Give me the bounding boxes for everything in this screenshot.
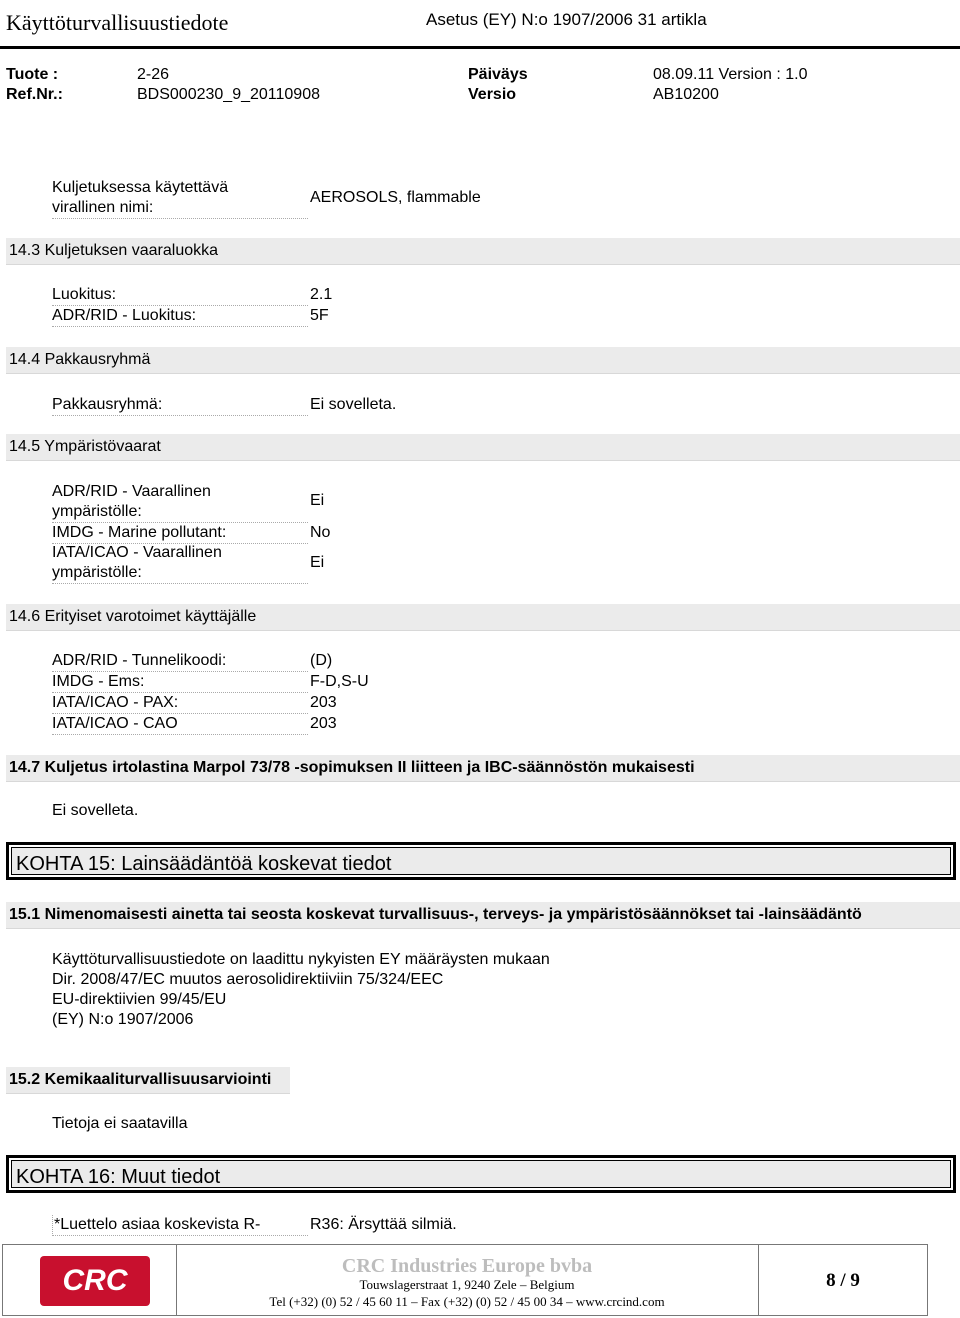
iata-env-hazard-label-line1: IATA/ICAO - Vaarallinen bbox=[52, 544, 222, 561]
section-14-5-title: 14.5 Ympäristövaarat bbox=[9, 438, 161, 455]
section-15-2-text: Tietoja ei saatavilla bbox=[52, 1115, 188, 1132]
section-15-2-title: 15.2 Kemikaaliturvallisuusarviointi bbox=[9, 1071, 272, 1088]
crc-logo bbox=[40, 1256, 150, 1306]
regulation-line: (EY) N:o 1907/2006 bbox=[52, 1011, 194, 1028]
iata-env-hazard-value: Ei bbox=[310, 554, 325, 571]
packing-group-label: Pakkausryhmä: bbox=[52, 395, 308, 416]
r-phrases-label: *Luettelo asiaa koskevista R- bbox=[52, 1215, 308, 1236]
iata-pax-value: 203 bbox=[310, 694, 337, 711]
regulation-line: Käyttöturvallisuustiedote on laadittu nykyisten EY määräysten mukaan bbox=[52, 951, 550, 968]
tunnel-code-value: (D) bbox=[310, 652, 333, 669]
iata-cao-value: 203 bbox=[310, 715, 337, 732]
adr-env-hazard-value: Ei bbox=[310, 492, 325, 509]
adr-env-hazard-label-line1: ADR/RID - Vaarallinen bbox=[52, 483, 211, 500]
footer-address: Touwslagerstraat 1, 9240 Zele – Belgium bbox=[359, 1277, 575, 1292]
section-14-4-header bbox=[6, 347, 960, 374]
version-label: Versio bbox=[468, 86, 517, 103]
iata-env-hazard-label-line2: ympäristölle: bbox=[52, 564, 142, 581]
ref-label: Ref.Nr.: bbox=[6, 86, 63, 103]
section-15-2-header bbox=[6, 1067, 290, 1094]
section-16-heading: KOHTA 16: Muut tiedot bbox=[16, 1166, 221, 1188]
ref-value: BDS000230_9_20110908 bbox=[137, 86, 320, 103]
adr-classification-label: ADR/RID - Luokitus: bbox=[52, 306, 308, 327]
page-number: 8 / 9 bbox=[826, 1270, 860, 1291]
section-15-1-text bbox=[52, 950, 550, 1030]
date-value: 08.09.11 Version : 1.0 bbox=[653, 66, 808, 83]
section-15-heading-inner bbox=[11, 847, 951, 875]
section-14-3-header bbox=[6, 238, 960, 265]
section-16-heading-box bbox=[6, 1155, 956, 1193]
classification-value: 2.1 bbox=[310, 286, 333, 303]
footer-contact: Tel (+32) (0) 52 / 45 60 11 – Fax (+32) (0) 52 / 45 00 34 – www.crcind.com bbox=[269, 1294, 665, 1309]
imdg-marine-pollutant-label: IMDG - Marine pollutant: bbox=[52, 523, 308, 544]
imdg-ems-label: IMDG - Ems: bbox=[52, 672, 308, 693]
section-15-1-header bbox=[6, 902, 960, 929]
section-14-4-title: 14.4 Pakkausryhmä bbox=[9, 351, 151, 368]
shipping-name-label-line1: Kuljetuksessa käytettävä bbox=[52, 179, 229, 196]
adr-env-hazard-label bbox=[52, 482, 308, 523]
shipping-name-label-line2: virallinen nimi: bbox=[52, 199, 154, 216]
crc-logo-text: CRC bbox=[62, 1264, 128, 1297]
tunnel-code-label: ADR/RID - Tunnelikoodi: bbox=[52, 651, 308, 672]
section-14-6-title: 14.6 Erityiset varotoimet käyttäjälle bbox=[9, 608, 257, 625]
date-label: Päiväys bbox=[468, 66, 528, 83]
regulation-reference: Asetus (EY) N:o 1907/2006 31 artikla bbox=[426, 10, 707, 29]
section-14-6-header bbox=[6, 604, 960, 631]
section-14-7-header bbox=[6, 755, 960, 782]
regulation-line: Dir. 2008/47/EC muutos aerosolidirektiiviin 75/324/EEC bbox=[52, 971, 444, 988]
section-15-heading-box bbox=[6, 842, 956, 880]
imdg-marine-pollutant-value: No bbox=[310, 524, 331, 541]
regulation-line: EU-direktiivien 99/45/EU bbox=[52, 991, 227, 1008]
section-14-7-text: Ei sovelleta. bbox=[52, 802, 139, 819]
section-16-heading-inner bbox=[11, 1160, 951, 1188]
product-value: 2-26 bbox=[137, 66, 170, 83]
adr-classification-value: 5F bbox=[310, 307, 329, 324]
section-14-3-title: 14.3 Kuljetuksen vaaraluokka bbox=[9, 242, 219, 259]
version-value: AB10200 bbox=[653, 86, 719, 103]
iata-env-hazard-label bbox=[52, 543, 308, 584]
packing-group-value: Ei sovelleta. bbox=[310, 396, 397, 413]
imdg-ems-value: F-D,S-U bbox=[310, 673, 369, 690]
section-15-heading: KOHTA 15: Lainsäädäntöä koskevat tiedot bbox=[16, 853, 392, 875]
footer-company: CRC Industries Europe bvba bbox=[341, 1255, 593, 1277]
header-divider bbox=[0, 46, 960, 49]
adr-env-hazard-label-line2: ympäristölle: bbox=[52, 503, 142, 520]
product-label: Tuote : bbox=[6, 66, 59, 83]
shipping-name-value: AEROSOLS, flammable bbox=[310, 189, 481, 206]
section-15-1-title: 15.1 Nimenomaisesti ainetta tai seosta koskevat turvallisuus-, terveys- ja ympäristösäännökset tai -lainsäädäntö bbox=[9, 906, 862, 923]
section-14-7-title: 14.7 Kuljetus irtolastina Marpol 73/78 -sopimuksen II liitteen ja IBC-säännöstön mukaisesti bbox=[9, 759, 695, 776]
iata-cao-label: IATA/ICAO - CAO bbox=[52, 714, 308, 735]
iata-pax-label: IATA/ICAO - PAX: bbox=[52, 693, 308, 714]
classification-label: Luokitus: bbox=[52, 285, 308, 306]
document-title: Käyttöturvallisuustiedote bbox=[6, 10, 229, 35]
shipping-name-label bbox=[52, 178, 308, 219]
section-14-5-header bbox=[6, 434, 960, 461]
r-phrases-value: R36: Ärsyttää silmiä. bbox=[310, 1216, 457, 1233]
